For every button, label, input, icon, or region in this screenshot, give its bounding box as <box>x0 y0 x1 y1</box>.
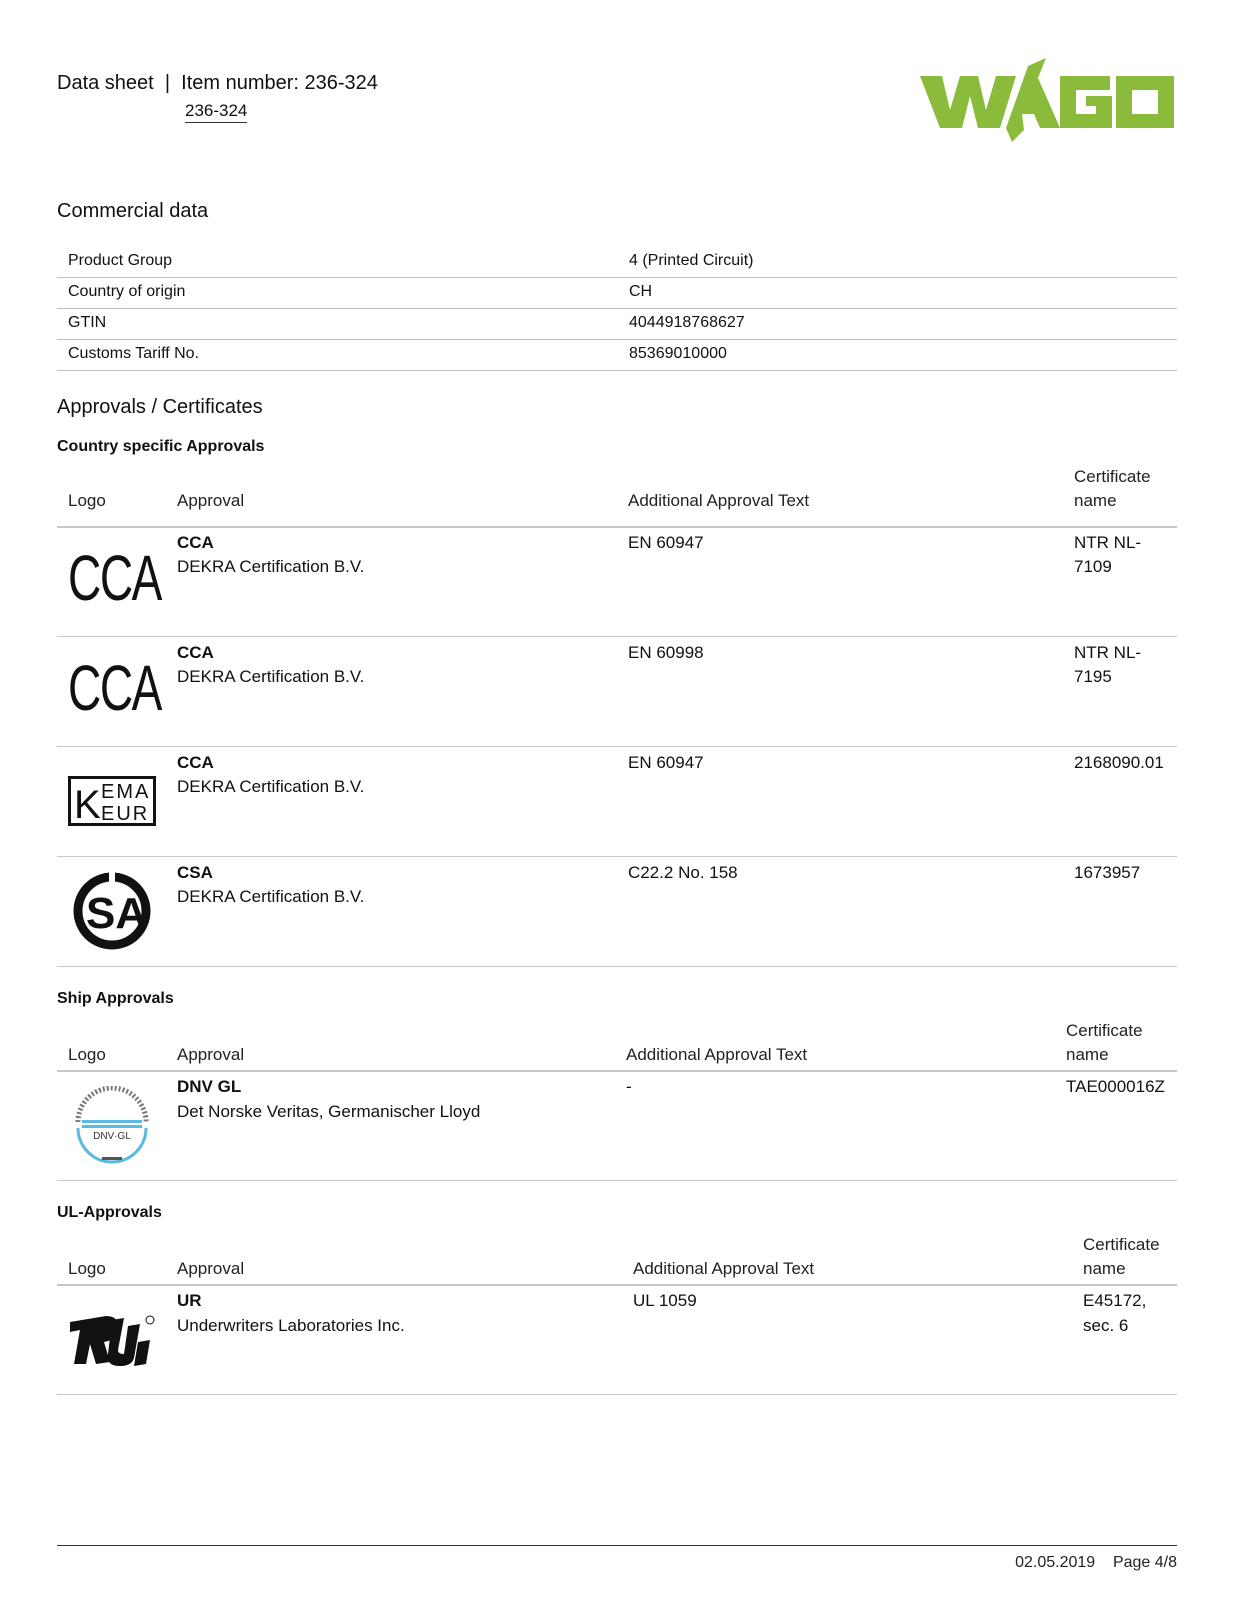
column-header-certificate-name: name <box>1083 1259 1126 1278</box>
certificate-name: NTR NL- <box>1074 533 1142 552</box>
approval-text: EN 60947 <box>628 533 704 552</box>
row-divider <box>57 966 1177 967</box>
row-divider <box>57 856 1177 857</box>
approval-text: - <box>626 1077 632 1096</box>
row-divider <box>57 1180 1177 1181</box>
column-header-certificate: Certificate <box>1066 1021 1143 1040</box>
column-header-certificate-name: name <box>1066 1045 1109 1064</box>
approval-name: CCA <box>177 533 214 552</box>
commercial-value: 4044918768627 <box>629 314 745 331</box>
commercial-row <box>57 339 1177 371</box>
table-header-divider <box>57 526 1177 528</box>
dnv-gl-logo <box>70 1086 154 1164</box>
commercial-label: Country of origin <box>68 283 186 300</box>
commercial-data-heading: Commercial data <box>57 200 209 222</box>
approval-name: DNV GL <box>177 1077 242 1096</box>
approval-body: DEKRA Certification B.V. <box>177 667 365 686</box>
column-header-logo: Logo <box>68 491 106 510</box>
item-number-link[interactable]: 236-324 <box>185 101 247 123</box>
column-header-additional-text: Additional Approval Text <box>633 1259 815 1278</box>
footer <box>1015 1554 1177 1572</box>
cca-logo-text: CCA <box>68 652 161 724</box>
table-header-divider <box>57 1284 1177 1286</box>
footer-page-number: Page 4/8 <box>1112 1554 1177 1571</box>
svg-text:SA: SA <box>86 889 148 938</box>
column-header-certificate-name: name <box>1074 491 1117 510</box>
approvals-heading: Approvals / Certificates <box>57 396 263 418</box>
ul-approvals-heading: UL-Approvals <box>57 1204 162 1221</box>
column-header-approval: Approval <box>177 1045 245 1064</box>
certificate-name-cont: 7109 <box>1074 557 1112 576</box>
commercial-value: 85369010000 <box>629 345 727 362</box>
column-header-logo: Logo <box>68 1259 106 1278</box>
approval-text: EN 60947 <box>628 753 704 772</box>
approval-text: EN 60998 <box>628 643 704 662</box>
dnv-gl-logo-text: DNV·GL <box>93 1131 131 1142</box>
approval-body: DEKRA Certification B.V. <box>177 887 365 906</box>
commercial-label: GTIN <box>68 314 107 331</box>
approval-text: C22.2 No. 158 <box>628 863 738 882</box>
csa-logo <box>72 868 152 954</box>
column-header-approval: Approval <box>177 491 245 510</box>
wago-logo <box>920 58 1176 144</box>
approval-body: DEKRA Certification B.V. <box>177 777 365 796</box>
certificate-name-cont: sec. 6 <box>1083 1316 1129 1335</box>
row-divider <box>57 636 1177 637</box>
row-divider <box>57 1394 1177 1395</box>
column-header-approval: Approval <box>177 1259 245 1278</box>
column-header-logo: Logo <box>68 1045 106 1064</box>
certificate-name: TAE000016Z <box>1066 1077 1165 1096</box>
approval-name: CCA <box>177 643 214 662</box>
column-header-additional-text: Additional Approval Text <box>628 491 810 510</box>
certificate-name: 2168090.01 <box>1074 753 1164 772</box>
commercial-label: Product Group <box>68 252 173 269</box>
svg-text:EMA: EMA <box>101 781 151 803</box>
approval-name: UR <box>177 1291 202 1310</box>
approval-name: CCA <box>177 753 214 772</box>
document-title: Data sheet | Item number: 236-324 <box>57 72 378 94</box>
svg-text:EUR: EUR <box>101 803 150 825</box>
commercial-row <box>57 308 1177 340</box>
approval-body: Underwriters Laboratories Inc. <box>177 1316 405 1335</box>
commercial-value: 4 (Printed Circuit) <box>629 252 754 269</box>
commercial-row <box>57 246 1177 278</box>
ur-logo <box>68 1312 158 1368</box>
country-approvals-heading: Country specific Approvals <box>57 438 265 455</box>
commercial-value: CH <box>629 283 653 300</box>
approval-body: DEKRA Certification B.V. <box>177 557 365 576</box>
column-header-certificate: Certificate <box>1074 467 1151 486</box>
footer-date: 02.05.2019 <box>1015 1554 1096 1571</box>
cca-logo-text: CCA <box>68 542 161 614</box>
approval-body: Det Norske Veritas, Germanischer Lloyd <box>177 1102 481 1121</box>
approval-text: UL 1059 <box>633 1291 697 1310</box>
footer-divider <box>57 1545 1177 1546</box>
svg-text:K: K <box>74 783 101 826</box>
certificate-name: NTR NL- <box>1074 643 1142 662</box>
table-header-divider <box>57 1070 1177 1072</box>
ship-approvals-heading: Ship Approvals <box>57 990 174 1007</box>
certificate-name-cont: 7195 <box>1074 667 1112 686</box>
kema-keur-logo <box>68 776 156 826</box>
approval-name: CSA <box>177 863 213 882</box>
commercial-row <box>57 277 1177 309</box>
certificate-name: 1673957 <box>1074 863 1141 882</box>
certificate-name: E45172, <box>1083 1291 1147 1310</box>
column-header-additional-text: Additional Approval Text <box>626 1045 808 1064</box>
commercial-label: Customs Tariff No. <box>68 345 200 362</box>
column-header-certificate: Certificate <box>1083 1235 1160 1254</box>
row-divider <box>57 746 1177 747</box>
